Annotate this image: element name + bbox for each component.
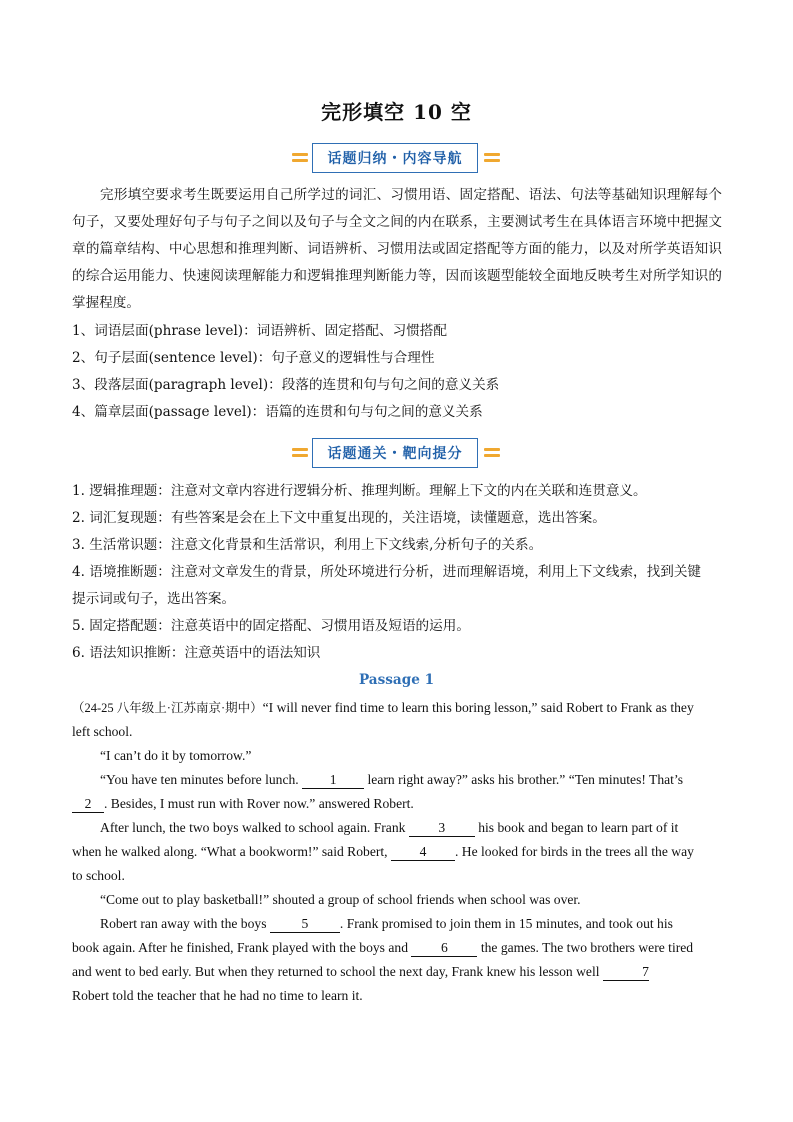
passage-text: . Frank promised to join them in 15 minutes, and took out his [339, 916, 673, 931]
passage-text: learn right away?” asks his brother.” “Ten minutes! That’s [367, 772, 684, 787]
blank-3[interactable]: 3 [409, 820, 475, 837]
passage-text: book again. After he finished, Frank played with the boys and [72, 940, 408, 955]
passage-line: left school. [72, 724, 133, 739]
banner-label: 话题通关・靶向提分 [312, 438, 478, 468]
passage-text: After lunch, the two boys walked to school again. Frank [100, 820, 406, 835]
tip-item: 提示词或句子，选出答案。 [72, 591, 236, 607]
passage-text: and went to bed early. But when they returned to school the next day, Frank knew his lesson well [72, 964, 600, 979]
passage-text: the games. The two brothers were tired [480, 940, 694, 955]
passage-text: “I will never find time to learn this boring lesson,” said Robert to Frank as they [262, 700, 694, 715]
passage-line [72, 958, 728, 985]
blank-5[interactable]: 5 [270, 916, 340, 933]
tip-item: 4. 语境推断题：注意对文章发生的背景，所处环境进行分析，进而理解语境，利用上下文线索，找到关键 [72, 564, 702, 580]
passage-source: （24-25 八年级上·江苏南京·期中） [72, 701, 263, 715]
banner-decoration-icon [292, 151, 308, 165]
section-banner-topic-summary [290, 141, 502, 177]
blank-1[interactable]: 1 [302, 772, 364, 789]
level-item: 1、词语层面(phrase level)：词语辨析、固定搭配、习惯搭配 [72, 323, 447, 339]
tip-item: 6. 语法知识推断：注意英语中的语法知识 [72, 645, 321, 661]
passage-line [72, 814, 728, 841]
level-item: 4、篇章层面(passage level)：语篇的连贯和句与句之间的意义关系 [72, 404, 483, 420]
passage-text: Robert ran away with the boys [100, 916, 267, 931]
blank-4[interactable]: 4 [391, 844, 455, 861]
level-item: 2、句子层面(sentence level)：句子意义的逻辑性与合理性 [72, 350, 435, 366]
level-item: 3、段落层面(paragraph level)：段落的连贯和句与句之间的意义关系 [72, 377, 500, 393]
passage-text: when he walked along. “What a bookworm!” said Robert, [72, 844, 388, 859]
passage-text: his book and began to learn part of it [478, 820, 679, 835]
banner-decoration-icon [484, 446, 500, 460]
page-title: 完形填空 10 空 [321, 100, 472, 124]
passage-line: “I can’t do it by tomorrow.” [100, 748, 252, 763]
passage-title: Passage 1 [358, 672, 435, 688]
passage-line [72, 910, 728, 937]
passage-line: to school. [72, 868, 125, 883]
passage-text: “You have ten minutes before lunch. [100, 772, 299, 787]
blank-2[interactable]: 2 [72, 796, 104, 813]
tip-item: 3. 生活常识题：注意文化背景和生活常识，利用上下文线索,分析句子的关系。 [72, 537, 543, 553]
intro-paragraph: 完形填空要求考生既要运用自己所学过的词汇、习惯用语、固定搭配、语法、句法等基础知识理解每个句子，又要处理好句子与句子之间以及句子与全文之间的内在联系，主要测试考生在具体语言环境中把握文章的篇章结构、中心思想和推理判断、词语辨析、习惯用法或固定搭配等方面的能力，以及对所学英语知识的综合运用能力、快速阅读理解能力和逻辑推理判断能力等，因而该题型能较全面地反映考生对所学知识的掌握程度。 [72, 187, 722, 311]
tip-item: 1. 逻辑推理题：注意对文章内容进行逻辑分析、推理判断。理解上下文的内在关联和连贯意义。 [72, 483, 647, 499]
passage-text: . He looked for birds in the trees all the way [454, 844, 694, 859]
banner-decoration-icon [484, 151, 500, 165]
blank-7[interactable]: 7 [603, 964, 649, 981]
tip-item: 5. 固定搭配题：注意英语中的固定搭配、习惯用语及短语的运用。 [72, 618, 470, 634]
banner-label: 话题归纳・内容导航 [312, 143, 478, 173]
section-banner-targeted-practice [290, 436, 502, 472]
passage-line [72, 838, 728, 865]
blank-6[interactable]: 6 [411, 940, 477, 957]
passage-line [72, 934, 728, 961]
passage-text: . Besides, I must run with Rover now.” answered Robert. [104, 796, 414, 811]
tip-item: 2. 词汇复现题：有些答案是会在上下文中重复出现的，关注语境，读懂题意，选出答案。 [72, 510, 606, 526]
passage-line: “Come out to play basketball!” shouted a group of school friends when school was over. [100, 892, 581, 907]
passage-line [72, 766, 728, 793]
banner-decoration-icon [292, 446, 308, 460]
passage-line: Robert told the teacher that he had no time to learn it. [72, 988, 363, 1003]
passage-line [72, 790, 722, 817]
